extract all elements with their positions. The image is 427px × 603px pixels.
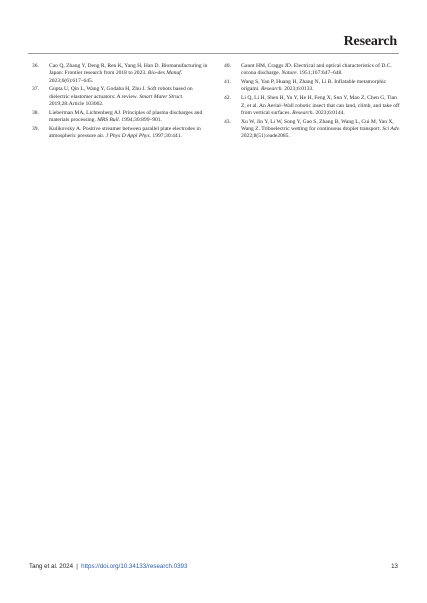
- reference-text: Gupta U, Qin L, Wang Y, Godaba H, Zhu J. Soft robots based on dielectric elastomer actuators: A review. Smart Mater Struct. 2019;28:Article 103002.: [49, 86, 193, 108]
- journal-name: Research.: [261, 86, 283, 93]
- reference-text: Gaunt HM, Craggs JD. Electrical and optical characteristics of D.C. corona discharge. Nature. 1951;167:647–648.: [241, 63, 392, 77]
- reference-list-right: [224, 63, 400, 142]
- journal-name: Research.: [292, 109, 314, 116]
- reference-text: Cao Q, Zhang Y, Deng R, Ren K, Yang H, Han D. Biomanufacturing in Japan: Frontier research from 2018 to 2023. Bio-des Manuf. 2023;6(6):617–645.: [49, 63, 208, 84]
- journal-name: J Phys D Appl Phys.: [105, 133, 152, 140]
- reference-text: Li Q, Li H, Shen H, Yu Y, He H, Feng X, Sun Y, Mao Z, Chen G, Tian Z, et al. An Aerial–Wall robotic insect that can land, climb, and take off from vertical surfaces. Research. 2023;6:0144.: [241, 95, 400, 116]
- journal-name: Smart Mater Struct.: [139, 93, 184, 100]
- reference-item: [224, 119, 400, 141]
- reference-text: Kulikovsky A. Positive streamer between parallel plate electrodes in atmospheric pressure air. J Phys D Appl Phys. 1997;30:441.: [49, 125, 201, 140]
- reference-number: 40.: [224, 63, 231, 69]
- reference-text: Xu W, Jin Y, Li W, Song Y, Gao S, Zhang B, Wang L, Cui M, Yan X, Wang Z. Triboelectric wetting for continuous droplet transport. Sci Adv. 2022;8(51):eade2085.: [241, 118, 400, 140]
- header-divider: [28, 53, 399, 54]
- reference-item: [224, 63, 400, 78]
- doi-link[interactable]: https://doi.org/10.34133/research.0393: [81, 563, 188, 570]
- reference-number: 38.: [32, 109, 39, 116]
- journal-name: Bio-des Manuf.: [147, 70, 183, 77]
- footer-separator: |: [76, 563, 78, 570]
- reference-number: 42.: [224, 95, 231, 102]
- reference-number: 41.: [224, 79, 231, 86]
- reference-text: Lieberman MA, Lichtenberg AJ. Principles of plasma discharges and materials processing. MRS Bull. 1994;30:899–901.: [49, 109, 203, 124]
- reference-text: Wang S, Yan P, Huang H, Zhang N, Li B. Inflatable metamorphic origami. Research. 2023;6:0133.: [241, 79, 387, 93]
- journal-name: Nature.: [281, 70, 298, 77]
- reference-item: [32, 126, 210, 141]
- reference-item: [224, 95, 400, 117]
- journal-name: Sci Adv.: [382, 125, 400, 132]
- reference-number: 43.: [224, 118, 231, 125]
- journal-title: Research: [343, 34, 397, 49]
- reference-item: [32, 86, 210, 108]
- reference-item: [224, 79, 400, 94]
- footer-citation: Tang et al. 2024: [29, 563, 74, 570]
- reference-item: [32, 63, 210, 85]
- reference-item: [32, 110, 210, 125]
- reference-number: 37.: [32, 86, 39, 93]
- journal-name: MRS Bull.: [97, 117, 121, 124]
- page-footer: [29, 563, 187, 570]
- reference-list-left: [32, 63, 210, 142]
- reference-number: 36.: [32, 63, 39, 69]
- page-number: 13: [391, 563, 398, 570]
- reference-number: 39.: [32, 125, 39, 132]
